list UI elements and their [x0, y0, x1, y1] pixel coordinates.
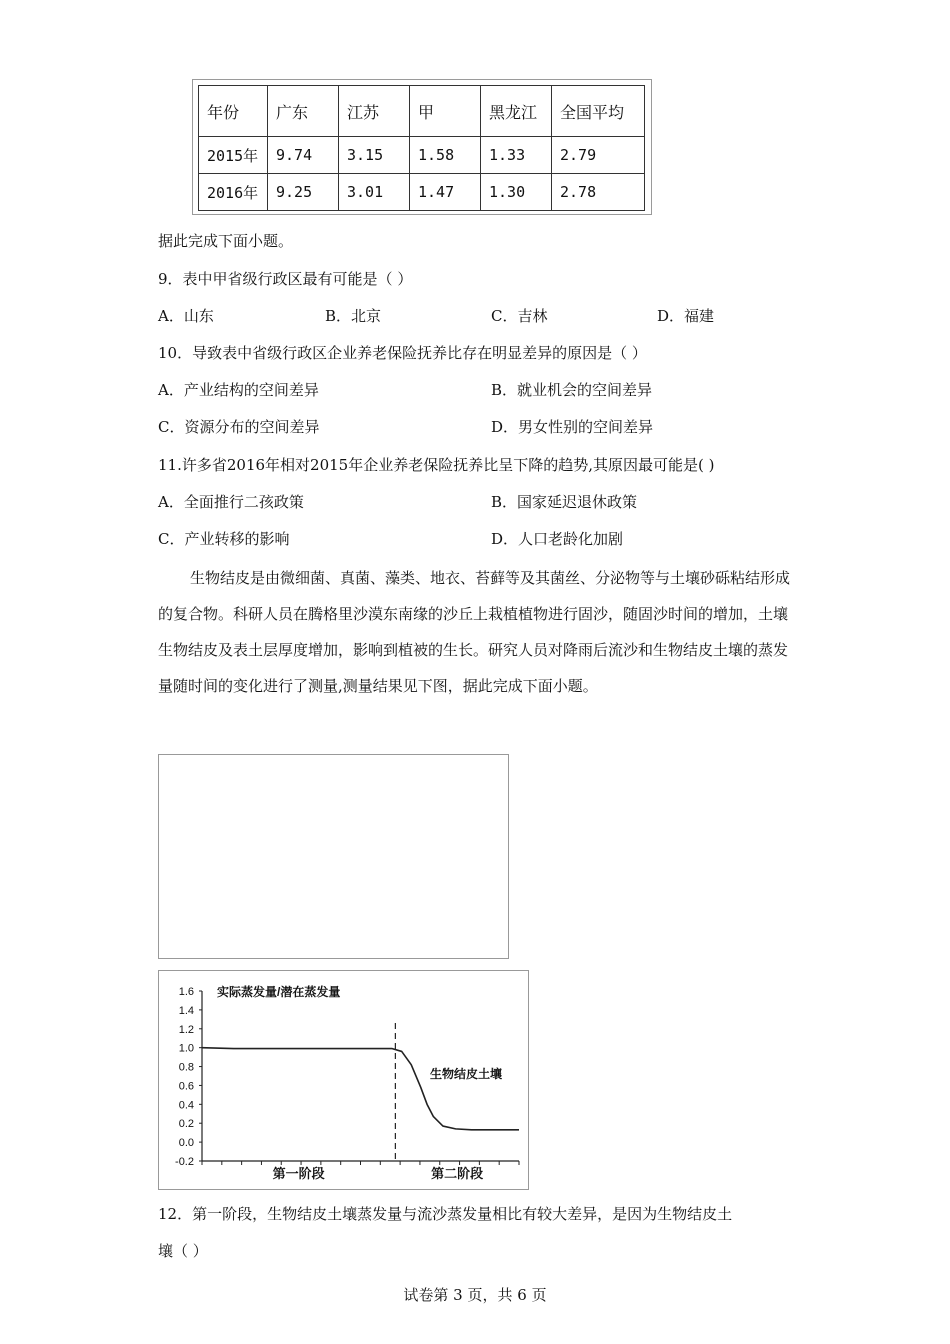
table-cell: 3.01 [339, 174, 410, 211]
table-cell: 2015年 [199, 137, 268, 174]
q10-option-c[interactable]: C．资源分布的空间差异 [158, 418, 320, 436]
q11-option-d[interactable]: D．人口老龄化加剧 [491, 530, 624, 548]
stage-label: 第一阶段 [272, 1166, 325, 1181]
q11-option-b[interactable]: B．国家延迟退休政策 [491, 493, 638, 511]
q11-option-c[interactable]: C．产业转移的影响 [158, 530, 290, 548]
table-cell: 9.25 [268, 174, 339, 211]
passage-text: 生物结皮是由微细菌、真菌、藻类、地衣、苔藓等及其菌丝、分泌物等与土壤砂砾粘结形成的复合物。科研人员在腾格里沙漠东南缘的沙丘上栽植植物进行固沙，随固沙时间的增加，土壤生物结皮及表土层厚度增加，影响到植被的生长。研究人员对降雨后流沙和生物结皮土壤的蒸发量随时间的变化进行了测量,测量结果见下图，据此完成下面小题。 [158, 569, 791, 695]
figure-placeholder [158, 754, 509, 959]
table-header-row [199, 86, 645, 137]
y-tick-label: 1.2 [178, 1023, 194, 1036]
y-tick-label: 0.2 [178, 1118, 194, 1131]
q9-option-b[interactable]: B．北京 [325, 307, 382, 325]
table-header-cell: 江苏 [339, 86, 410, 137]
table-cell: 2.79 [552, 137, 645, 174]
table-cell: 3.15 [339, 137, 410, 174]
q9-option-a[interactable]: A．山东 [158, 307, 214, 325]
page-footer: 试卷第 3 页，共 6 页 [403, 1286, 547, 1304]
y-tick-label: 0.8 [178, 1061, 194, 1074]
table-header-cell: 黑龙江 [481, 86, 552, 137]
table-cell: 1.33 [481, 137, 552, 174]
table-row [199, 137, 645, 174]
data-table-frame [192, 79, 652, 215]
table-row [199, 174, 645, 211]
question-12-stem-line1: 12．第一阶段，生物结皮土壤蒸发量与流沙蒸发量相比有较大差异，是因为生物结皮土 [158, 1205, 733, 1223]
y-tick-label: 0.4 [178, 1099, 194, 1112]
table-header-cell: 广东 [268, 86, 339, 137]
q10-option-d[interactable]: D．男女性别的空间差异 [491, 418, 654, 436]
y-tick-label: 1.0 [178, 1042, 194, 1055]
question-9-stem: 9．表中甲省级行政区最有可能是（ ） [158, 270, 413, 288]
table-cell: 1.47 [410, 174, 481, 211]
table-cell: 9.74 [268, 137, 339, 174]
series-line [202, 1048, 519, 1130]
table-cell: 1.58 [410, 137, 481, 174]
instruction-text: 据此完成下面小题。 [158, 232, 294, 250]
q10-option-b[interactable]: B．就业机会的空间差异 [491, 381, 653, 399]
q9-option-d[interactable]: D．福建 [657, 307, 715, 325]
table-header-cell: 甲 [410, 86, 481, 137]
q9-option-c[interactable]: C．吉林 [491, 307, 548, 325]
question-10-stem: 10．导致表中省级行政区企业养老保险抚养比存在明显差异的原因是（ ） [158, 344, 647, 362]
table-cell: 2.78 [552, 174, 645, 211]
chart-title: 实际蒸发量/潜在蒸发量 [217, 985, 341, 999]
y-tick-label: 1.4 [178, 1004, 194, 1017]
table-cell: 1.30 [481, 174, 552, 211]
evaporation-chart-svg [159, 971, 528, 1189]
y-tick-label: 0.0 [178, 1137, 194, 1150]
question-11-stem: 11.许多省2016年相对2015年企业养老保险抚养比呈下降的趋势,其原因最可能是( ) [158, 456, 715, 474]
table-cell: 2016年 [199, 174, 268, 211]
q11-option-a[interactable]: A．全面推行二孩政策 [158, 493, 304, 511]
y-tick-label: 1.6 [178, 986, 194, 998]
stage-label: 第二阶段 [431, 1166, 484, 1181]
table-header-cell: 全国平均 [552, 86, 645, 137]
question-12-stem-line2: 壤（ ） [158, 1242, 208, 1260]
pension-ratio-table [198, 85, 645, 211]
evaporation-chart [158, 970, 529, 1190]
series-label: 生物结皮土壤 [430, 1067, 503, 1081]
y-tick-label: 0.6 [178, 1080, 194, 1093]
table-header-cell: 年份 [199, 86, 268, 137]
q10-option-a[interactable]: A．产业结构的空间差异 [158, 381, 319, 399]
y-tick-label: -0.2 [175, 1156, 194, 1168]
